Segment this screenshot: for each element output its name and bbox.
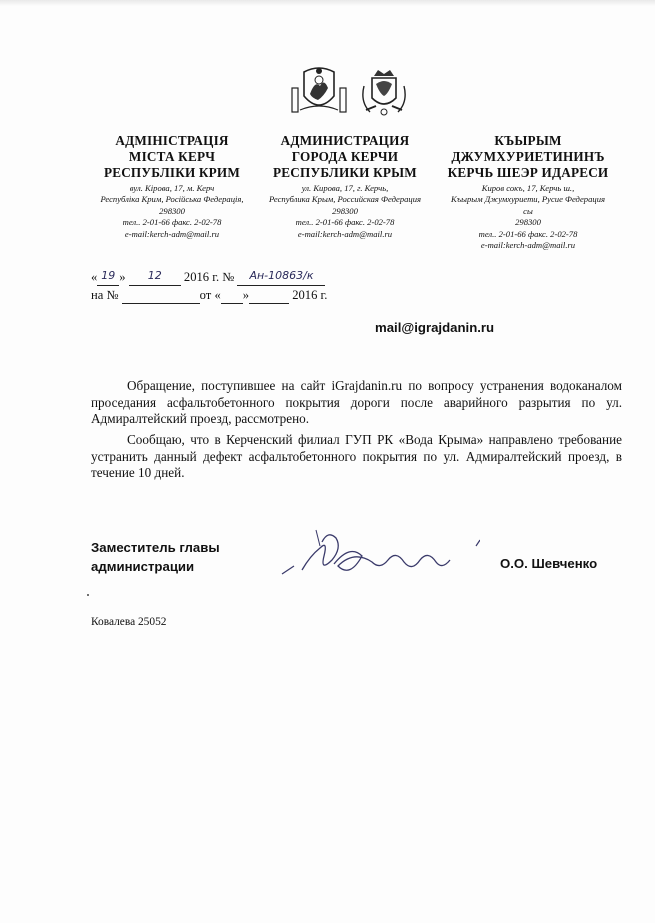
address-line: e-mail:kerch-adm@mail.ru — [480, 240, 576, 251]
quote-close: » — [119, 270, 126, 284]
address-line: 298300 — [515, 217, 541, 228]
header-ru — [256, 133, 434, 240]
address-line: Республика Крым, Российская Федерация — [268, 194, 422, 205]
handwritten-signature — [280, 526, 480, 595]
address-line: Киров сокъ, 17, Керчь ш., — [481, 183, 575, 193]
quote-open: « — [91, 270, 98, 284]
incoming-day-blank — [221, 288, 243, 304]
address-line: тел.. 2-01-66 факс. 2-02-78 — [122, 217, 222, 228]
org-name-line: ГОРОДА КЕРЧИ — [291, 149, 399, 164]
scan-shadow — [0, 0, 655, 6]
ref-year-text: 2016 г. № — [183, 270, 235, 284]
address-line: Къырым Джумхуриети, Русие Федерация — [451, 194, 605, 205]
ref-day-value: 19 — [101, 269, 116, 282]
kerch-coat-of-arms-emblem — [358, 66, 410, 118]
org-name-line: КЕРЧЬ ШЕЭР ИДАРЕСИ — [447, 165, 609, 180]
org-name-line: КЪЫРЫМ — [494, 133, 562, 148]
address-line: 298300 — [159, 205, 185, 216]
ref-month — [129, 270, 181, 286]
executor-note: Ковалева 25052 — [91, 616, 167, 628]
scan-speck — [87, 594, 89, 596]
body-paragraph-2: Сообщаю, что в Керченский филиал ГУП РК «Вода Крыма» направлено требование устранить данный дефект асфальтобетонного покрытия по ул. Адмиралтейский проезд, в течение 10 дней. — [91, 432, 622, 481]
signer-name: О.О. Шевченко — [500, 556, 598, 571]
header-ua — [88, 133, 256, 240]
ref-day — [97, 270, 119, 286]
address-line: e-mail:kerch-adm@mail.ru — [124, 228, 220, 239]
incoming-prefix: на № — [91, 288, 119, 302]
address-line: ул. Кирова, 17, г. Керчь, — [301, 183, 389, 193]
recipient-email: mail@igrajdanin.ru — [375, 320, 495, 335]
address-line: e-mail:kerch-adm@mail.ru — [297, 228, 393, 239]
address-line: Республіка Крим, Російська Федерація, — [100, 194, 244, 205]
signer-title-line: администрации — [91, 559, 195, 574]
ref-number — [237, 270, 325, 286]
signer-title-line: Заместитель главы — [91, 540, 220, 555]
ref-number-value: Ан-10863/к — [249, 269, 314, 282]
org-name-line: АДМІНІСТРАЦІЯ — [115, 133, 229, 148]
org-name-line: РЕСПУБЛИКИ КРЫМ — [273, 165, 417, 180]
address-line: тел.. 2-01-66 факс. 2-02-78 — [295, 217, 395, 228]
incoming-year: 2016 г. — [292, 288, 328, 302]
incoming-close: » — [242, 288, 250, 302]
crimea-coat-of-arms-emblem — [290, 66, 348, 116]
incoming-from: от « — [199, 288, 221, 302]
address-line: сы — [523, 205, 533, 216]
signer-title — [91, 538, 220, 576]
org-name-line: РЕСПУБЛІКИ КРИМ — [103, 165, 241, 180]
incoming-ref-line — [91, 288, 327, 304]
incoming-month-blank — [249, 288, 289, 304]
address-line: тел.. 2-01-66 факс. 2-02-78 — [478, 228, 578, 239]
address-line: 298300 — [332, 205, 358, 216]
org-name-line: ДЖУМХУРИЕТИНИНЪ — [451, 149, 605, 164]
ref-month-value: 12 — [147, 269, 162, 282]
address-line: вул. Кірова, 17, м. Керч — [129, 183, 215, 193]
body-paragraph-1: Обращение, поступившее на сайт iGrajdanin.ru по вопросу устранения водоканалом проседания асфальтобетонного покрытия дороги после аварийного разрытия по ул. Адмиралтейский проезд, рассмотрено. — [91, 378, 622, 427]
org-name-line: АДМИНИСТРАЦИЯ — [280, 133, 410, 148]
header-crh — [440, 133, 616, 251]
org-name-line: МІСТА КЕРЧ — [128, 149, 216, 164]
outgoing-ref-line — [91, 270, 325, 286]
incoming-number-blank — [122, 288, 200, 304]
